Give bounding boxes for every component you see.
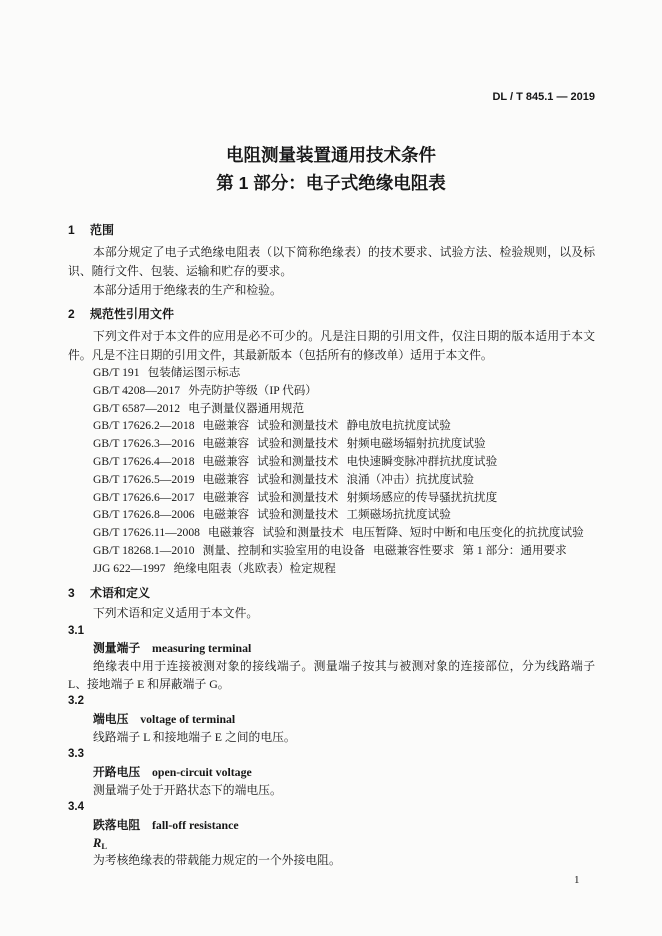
reference-title-part: 试验和测量技术 <box>257 419 339 433</box>
reference-title-part: 包装储运图示标志 <box>147 366 241 380</box>
section-title: 范围 <box>90 223 115 237</box>
reference-title-part: 电子测量仪器通用规范 <box>188 401 305 415</box>
reference-item <box>93 489 595 507</box>
paragraph-line: 本部分适用于绝缘表的生产和检验。 <box>93 282 282 297</box>
standard-number: DL / T 845.1 — 2019 <box>492 91 595 103</box>
paragraph-line: 识、随行文件、包装、运输和贮存的要求。 <box>68 263 293 278</box>
reference-code: GB/T 4208—2017 <box>93 383 181 397</box>
reference-code: GB/T 17626.4—2018 <box>93 455 195 469</box>
document-title: 电阻测量装置通用技术条件 <box>226 145 436 165</box>
section-number: 2 <box>68 306 75 321</box>
definition-line: 绝缘表中用于连接被测对象的接线端子。测量端子按其与被测对象的连接部位，分为线路端子 <box>93 659 595 674</box>
section-title: 规范性引用文件 <box>90 306 175 321</box>
reference-item <box>93 560 595 578</box>
reference-code: GB/T 18268.1—2010 <box>93 544 195 558</box>
reference-item <box>93 453 595 471</box>
reference-title-part: 第 1 部分：通用要求 <box>462 544 567 558</box>
terms-and-definitions <box>68 605 595 870</box>
reference-title-part: 射频场感应的传导骚扰抗扰度 <box>346 490 498 504</box>
term-english: fall-off resistance <box>152 817 239 832</box>
reference-title-part: 外壳防护等级（IP 代码） <box>188 383 317 397</box>
reference-title-part: 电磁兼容性要求 <box>373 544 455 558</box>
reference-title-part: 测量、控制和实验室用的电设备 <box>202 544 365 558</box>
reference-item <box>93 542 595 560</box>
reference-title-part: 电磁兼容 <box>202 455 250 469</box>
term-chinese: 跌落电阻 <box>93 817 141 832</box>
clause-number: 3.4 <box>68 801 84 814</box>
symbol <box>93 836 107 850</box>
reference-title-part: 电压暂降、短时中断和电压变化的抗扰度试验 <box>351 526 584 540</box>
reference-code: GB/T 17626.3—2016 <box>93 437 195 451</box>
term-english: open-circuit voltage <box>152 764 252 779</box>
symbol-subscript: L <box>101 840 108 851</box>
reference-item <box>93 435 595 453</box>
term-entry <box>68 711 595 729</box>
symbol-letter: R <box>93 835 102 850</box>
reference-title-part: 静电放电抗扰度试验 <box>346 419 451 433</box>
section-heading-terms <box>68 584 150 602</box>
reference-title-part: 电磁兼容 <box>202 437 250 451</box>
section-heading-scope <box>68 221 114 239</box>
document-part-title: 第 1 部分：电子式绝缘电阻表 <box>216 173 446 193</box>
reference-title-part: 绝缘电阻表（兆欧表）检定规程 <box>173 561 336 575</box>
paragraph-line: 件。凡是不注日期的引用文件，其最新版本（包括所有的修改单）适用于本文件。 <box>68 347 493 362</box>
reference-item <box>93 400 595 418</box>
reference-title-part: 试验和测量技术 <box>257 508 339 522</box>
term-english: voltage of terminal <box>140 712 236 727</box>
reference-item <box>93 506 595 524</box>
term-entry <box>68 640 595 658</box>
term-entry <box>68 817 595 835</box>
reference-title-part: 电磁兼容 <box>208 526 255 540</box>
scope-text <box>68 243 595 300</box>
term-chinese: 端电压 <box>93 712 129 727</box>
reference-title-part: 电磁兼容 <box>202 508 250 522</box>
terms-intro: 下列术语和定义适用于本文件。 <box>93 606 259 621</box>
reference-list <box>93 364 595 578</box>
reference-code: GB/T 191 <box>93 366 140 380</box>
reference-title-part: 电磁兼容 <box>202 472 250 486</box>
references-intro <box>68 327 595 365</box>
term-chinese: 开路电压 <box>93 764 141 779</box>
reference-code: GB/T 17626.11—2008 <box>93 526 200 540</box>
reference-item <box>93 364 595 382</box>
definition-line: 测量端子处于开路状态下的端电压。 <box>93 782 282 797</box>
reference-title-part: 电磁兼容 <box>202 419 250 433</box>
reference-title-part: 工频磁场抗扰度试验 <box>346 508 451 522</box>
reference-item <box>93 382 595 400</box>
definition-line: L、接地端子 E 和屏蔽端子 G。 <box>68 676 230 691</box>
paragraph-line: 本部分规定了电子式绝缘电阻表（以下简称绝缘表）的技术要求、试验方法、检验规则，以及标 <box>93 244 595 259</box>
reference-title-part: 试验和测量技术 <box>262 526 344 540</box>
reference-item <box>93 417 595 435</box>
reference-code: GB/T 17626.6—2017 <box>93 490 195 504</box>
definition-line: 线路端子 L 和接地端子 E 之间的电压。 <box>93 729 296 744</box>
reference-title-part: 浪涌（冲击）抗扰度试验 <box>346 472 474 486</box>
term-entry <box>68 764 595 782</box>
reference-title-part: 试验和测量技术 <box>257 472 339 486</box>
reference-code: GB/T 17626.5—2019 <box>93 472 195 486</box>
term-english: measuring terminal <box>152 641 252 656</box>
reference-title-part: 射频电磁场辐射抗扰度试验 <box>346 437 486 451</box>
reference-code: GB/T 17626.2—2018 <box>93 419 195 433</box>
section-heading-normative-references <box>68 305 174 323</box>
section-number: 1 <box>68 223 75 237</box>
reference-title-part: 试验和测量技术 <box>257 455 339 469</box>
reference-title-part: 试验和测量技术 <box>257 490 339 504</box>
clause-number: 3.3 <box>68 748 84 761</box>
clause-number: 3.2 <box>68 695 84 708</box>
reference-item <box>93 471 595 489</box>
reference-title-part: 电磁兼容 <box>202 490 250 504</box>
reference-code: JJG 622—1997 <box>93 561 166 575</box>
paragraph-line: 下列文件对于本文件的应用是必不可少的。凡是注日期的引用文件，仅注日期的版本适用于本文 <box>93 328 595 343</box>
page-number: 1 <box>574 874 580 886</box>
section-title: 术语和定义 <box>90 586 151 600</box>
reference-code: GB/T 6587—2012 <box>93 401 181 415</box>
clause-number: 3.1 <box>68 624 84 637</box>
reference-item <box>93 524 595 542</box>
reference-title-part: 试验和测量技术 <box>257 437 339 451</box>
reference-code: GB/T 17626.8—2006 <box>93 508 195 522</box>
term-symbol <box>68 835 595 853</box>
definition-line: 为考核绝缘表的带载能力规定的一个外接电阻。 <box>93 853 341 868</box>
term-chinese: 测量端子 <box>93 641 141 656</box>
section-number: 3 <box>68 586 75 600</box>
reference-title-part: 电快速瞬变脉冲群抗扰度试验 <box>346 455 498 469</box>
